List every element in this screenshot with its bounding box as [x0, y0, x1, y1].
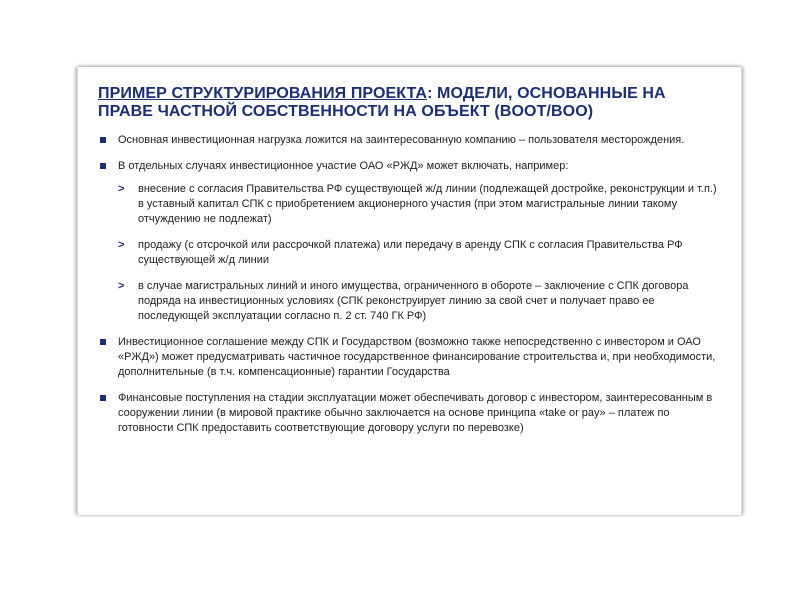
slide-title-rest: : МОДЕЛИ, ОСНОВАННЫЕ НА ПРАВЕ ЧАСТНОЙ СОБСТВЕННОСТИ НА ОБЪЕКТ (BOOT/BOO) [98, 85, 666, 120]
sub-bullet-item [118, 238, 723, 268]
bullet-text: Финансовые поступления на стадии эксплуатации может обеспечивать договор с инвестором, заинтересованным в сооружении линии (в мировой практике обычно заключается на основе принципа «take or pay» – платеж по готовности СПК предоставить соответствующие договору услуги по перевозке) [118, 392, 713, 434]
slide [77, 67, 742, 515]
bullet-text: Основная инвестиционная нагрузка ложится на заинтересованную компанию – пользователя месторождения. [118, 134, 685, 146]
bullet-item [98, 391, 723, 436]
square-bullet-icon [100, 163, 106, 169]
bullet-item [98, 133, 723, 148]
bullet-text: Инвестиционное соглашение между СПК и Государством (возможно также непосредственно с инвестором и ОАО «РЖД») может предусматривать частичное государственное финансирование строительства и, при необходимости, дополнительные (в т.ч. компенсационные) гарантии Государства [118, 336, 716, 378]
sub-bullet-item [118, 279, 723, 324]
slide-title-underlined: ПРИМЕР СТРУКТУРИРОВАНИЯ ПРОЕКТА [98, 85, 428, 102]
chevron-right-icon: > [118, 280, 125, 292]
sub-bullet-item [118, 182, 723, 227]
bullet-item [98, 159, 723, 324]
sub-bullet-text: в случае магистральных линий и иного имущества, ограниченного в обороте – заключение с СПК договора подряда на инвестиционных условиях (СПК реконструирует линию за свой счет и получает право ее последующей эксплуатации согласно п. 2 ст. 740 ГК РФ) [138, 280, 689, 322]
square-bullet-icon [100, 339, 106, 345]
bullet-text: В отдельных случаях инвестиционное участие ОАО «РЖД» может включать, например: [118, 160, 569, 172]
chevron-right-icon: > [118, 183, 125, 195]
sub-bullet-list [118, 182, 723, 324]
bullet-list [98, 133, 723, 447]
slide-title [98, 85, 718, 121]
square-bullet-icon [100, 137, 106, 143]
sub-bullet-text: продажу (с отсрочкой или рассрочкой платежа) или передачу в аренду СПК с согласия Правительства РФ существующей ж/д линии [138, 239, 683, 266]
square-bullet-icon [100, 395, 106, 401]
bullet-item [98, 335, 723, 380]
chevron-right-icon: > [118, 239, 125, 251]
sub-bullet-text: внесение с согласия Правительства РФ существующей ж/д линии (подлежащей достройке, реконструкции и т.п.) в уставный капитал СПК с приобретением акционерного участия (при этом магистральные линии такому отчуждению не подлежат) [138, 183, 717, 225]
